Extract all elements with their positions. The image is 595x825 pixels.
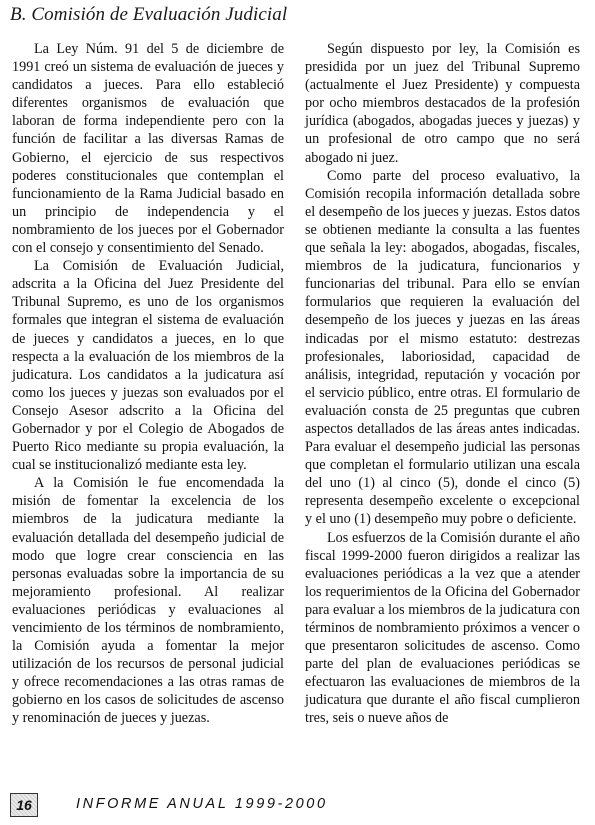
page-number: 16	[10, 793, 38, 817]
report-title: INFORME ANUAL 1999-2000	[76, 796, 328, 812]
left-column	[12, 40, 284, 728]
section-heading: B. Comisión de Evaluación Judicial	[10, 4, 288, 25]
page-footer	[10, 793, 585, 819]
paragraph: La Ley Núm. 91 del 5 de diciembre de 1991 creó un sistema de evaluación de jueces y candidatos a jueces. Para ello estableció diferentes organismos de evaluación que laboran de forma independiente pero con la función de facilitar a las diversas Ramas de Gobierno, el ejercicio de sus respectivos poderes constitucionales que contemplan el funcionamiento de la Rama Judicial basado en un principio de independencia y el nombramiento de los jueces por el Gobernador con el consejo y consentimiento del Senado.	[12, 41, 284, 257]
paragraph: Según dispuesto por ley, la Comisión es presidida por un juez del Tribunal Supremo (actualmente el Juez Presidente) y compuesta por ocho miembros destacados de la profesión jurídica (abogados, abogadas jueces y juezas) y un profesional de otro campo que no será abogado ni juez.	[305, 41, 580, 166]
paragraph: La Comisión de Evaluación Judicial, adscrita a la Oficina del Juez Presidente del Tribunal Supremo, es uno de los organismos formales que integran el sistema de evaluación de jueces y candidatos a jueces, en lo que respecta a la evaluación de los miembros de la judicatura. Los candidatos a la judicatura así como los jueces y juezas son evaluados por el Consejo Asesor adscrito a la Oficina del Gobernador y por el Colegio de Abogados de Puerto Rico mediante su propia evaluación, la cual se institucionalizó mediante esta ley.	[12, 258, 284, 474]
paragraph: Como parte del proceso evaluativo, la Comisión recopila información detallada sobre el desempeño de los jueces y juezas. Estos datos se obtienen mediante la consulta a las fuentes que señala la ley: abogados, abogadas, fiscales, miembros de la judicatura, funcionarios y funcionarias del tribunal. Para ello se envían formularios que requieren la evaluación del desempeño de los jueces y juezas en las áreas indicadas por el mismo estatuto: destrezas profesionales, laboriosidad, capacidad de análisis, integridad, reputación y vocación por el servicio público, entre otras. El formulario de evaluación consta de 25 preguntas que cubren aspectos detallados de las áreas antes indicadas. Para evaluar el desempeño judicial las personas que completan el formulario utilizan una escala del uno (1) al cinco (5), donde el cinco (5) representa desempeño excelente o excepcional y el uno (1) desempeño muy pobre o deficiente.	[305, 167, 580, 528]
paragraph: Los esfuerzos de la Comisión durante el año fiscal 1999-2000 fueron dirigidos a realizar las evaluaciones periódicas a la vez que a atender los requerimientos de la Oficina del Gobernador para evaluar a los miembros de la judicatura con términos de nombramiento próximos a vencer o que presentaron solicitudes de ascenso. Como parte del plan de evaluaciones periódicas se efectuaron las evaluaciones de miembros de la judicatura que durante el año fiscal cumplieron tres, seis o nueve años de	[305, 529, 580, 727]
right-column	[305, 40, 580, 728]
paragraph: A la Comisión le fue encomendada la misión de fomentar la excelencia de los miembros de la judicatura mediante la evaluación detallada del desempeño judicial de modo que logre crear consciencia en las personas evaluadas sobre la importancia de su mejoramiento profesional. Al realizar evaluaciones periódicas y evaluaciones al vencimiento de los términos de nombramiento, la Comisión ayuda a fomentar la mejor utilización de los recursos de personal judicial y ofrece recomendaciones a las otras ramas de gobierno en los casos de solicitudes de ascenso y renominación de jueces y juezas.	[12, 475, 284, 727]
